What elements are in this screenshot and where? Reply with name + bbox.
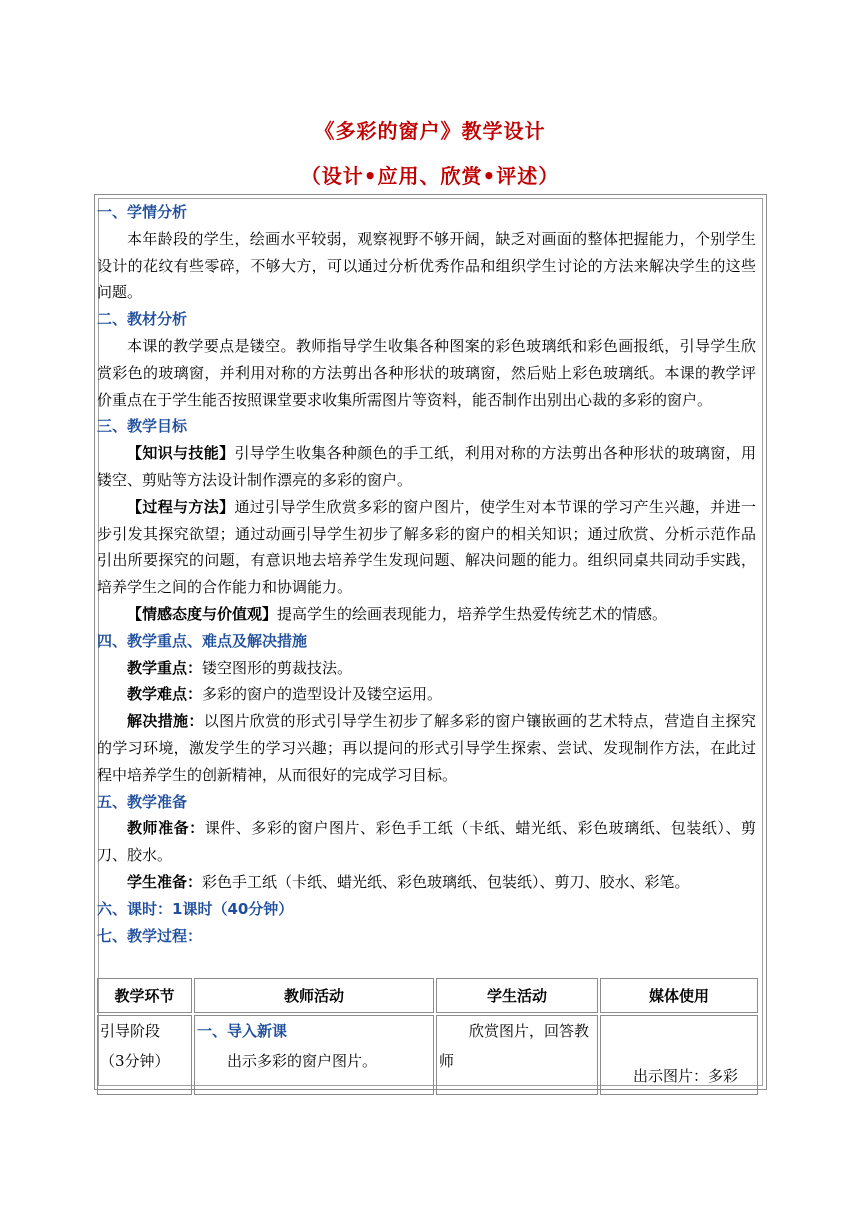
- objective-label: 【知识与技能】: [127, 444, 235, 463]
- section-heading-objectives: 三、教学目标: [97, 417, 188, 436]
- objective-label: 【情感态度与价值观】: [127, 604, 278, 623]
- objective-process-method: [97, 494, 756, 601]
- header-media-use: 媒体使用: [600, 978, 758, 1013]
- header-stage: 教学环节: [97, 978, 192, 1013]
- activity-text: 出示多彩的窗户图片。: [227, 1052, 378, 1070]
- activity-heading: 一、导入新课: [197, 1022, 288, 1040]
- student-prep-line: [97, 869, 756, 896]
- document-subtitle: （设计•应用、欣赏•评述）: [300, 164, 560, 188]
- header-teacher-activity: 教师活动: [194, 978, 434, 1013]
- section-heading-teaching-process: 七、教学过程：: [97, 926, 203, 945]
- lesson-plan-content: [97, 199, 756, 949]
- section-heading-learner-analysis: 一、学情分析: [97, 203, 188, 221]
- table-row: [97, 1015, 758, 1095]
- key-point-label: 教学重点：: [127, 658, 203, 677]
- section-heading-material-analysis: 二、教材分析: [97, 310, 188, 329]
- teacher-prep-text: 课件、多彩的窗户图片、彩色手工纸（卡纸、蜡光纸、彩色玻璃纸、包装纸）、剪刀、胶水。: [97, 819, 756, 865]
- table-header-row: [97, 978, 758, 1013]
- student-prep-label: 学生准备：: [127, 872, 203, 891]
- difficulty-label: 教学难点：: [127, 685, 203, 704]
- section-heading-class-hours: 六、课时：1课时（40分钟）: [97, 899, 294, 918]
- key-point-line: [97, 655, 756, 682]
- objective-knowledge-skills: [97, 440, 756, 494]
- objective-text: 引导学生收集各种颜色的手工纸，利用对称的方法剪出各种形状的玻璃窗，用镂空、剪贴等方法设计制作漂亮的多彩的窗户。: [97, 444, 756, 489]
- section-body-learner-analysis: 本年龄段的学生，绘画水平较弱，观察视野不够开阔，缺乏对画面的整体把握能力，个别学生设计的花纹有些零碎，不够大方，可以通过分析优秀作品和组织学生讨论的方法来解决学生的这些问题。: [97, 229, 756, 302]
- media-use-text: 出示图片：多彩: [633, 1067, 739, 1085]
- objective-text: 通过引导学生欣赏多彩的窗户图片，使学生对本节课的学习产生兴趣，并进一步引发其探究欲望；通过动画引导学生初步了解多彩的窗户的相关知识；通过欣赏、分析示范作品引出所要探究的问题，有意识地去培养学生发现问题、解决问题的能力。组织同桌共同动手实践，培养学生之间的合作能力和协调能力。: [97, 497, 756, 597]
- difficulty-text: 多彩的窗户的造型设计及镂空运用。: [202, 685, 443, 704]
- student-activity-text: 欣赏图片，回答教师: [439, 1022, 590, 1070]
- stage-name: 引导阶段: [100, 1022, 161, 1040]
- objective-attitude-values: [97, 601, 756, 628]
- section-heading-preparation: 五、教学准备: [97, 792, 188, 811]
- lesson-plan-frame: [94, 194, 767, 1090]
- teaching-process-table: [95, 976, 760, 1097]
- section-body-material-analysis: 本课的教学要点是镂空。教师指导学生收集各种图案的彩色玻璃纸和彩色画报纸，引导学生欣赏彩色的玻璃窗，并利用对称的方法剪出各种形状的玻璃窗，然后贴上彩色玻璃纸。本课的教学评价重点在于学生能否按照课堂要求收集所需图片等资料，能否制作出别出心裁的多彩的窗户。: [97, 336, 756, 409]
- solution-text: 以图片欣赏的形式引导学生初步了解多彩的窗户镶嵌画的艺术特点，营造自主探究的学习环境，激发学生的学习兴趣；再以提问的形式引导学生探索、尝试、发现制作方法，在此过程中培养学生的创新精神，从而很好的完成学习目标。: [97, 712, 756, 784]
- student-prep-text: 彩色手工纸（卡纸、蜡光纸、彩色玻璃纸、包装纸）、剪刀、胶水、彩笔。: [202, 872, 690, 891]
- teacher-prep-label: 教师准备：: [127, 819, 205, 838]
- solution-label: 解决措施：: [127, 712, 204, 731]
- difficulty-line: [97, 681, 756, 708]
- solution-line: [97, 708, 756, 788]
- stage-duration: （3分钟）: [100, 1052, 170, 1070]
- header-student-activity: 学生活动: [436, 978, 598, 1013]
- media-use-cell: [600, 1015, 758, 1095]
- document-title: 《多彩的窗户》教学设计: [314, 119, 546, 143]
- objective-label: 【过程与方法】: [127, 497, 235, 516]
- teacher-prep-line: [97, 815, 756, 869]
- objective-text: 提高学生的绘画表现能力，培养学生热爱传统艺术的情感。: [277, 604, 668, 623]
- teacher-activity-cell: [194, 1015, 434, 1095]
- stage-cell: [97, 1015, 192, 1095]
- student-activity-cell: [436, 1015, 598, 1095]
- section-heading-key-points: 四、教学重点、难点及解决措施: [97, 631, 308, 650]
- key-point-text: 镂空图形的剪裁技法。: [202, 658, 353, 677]
